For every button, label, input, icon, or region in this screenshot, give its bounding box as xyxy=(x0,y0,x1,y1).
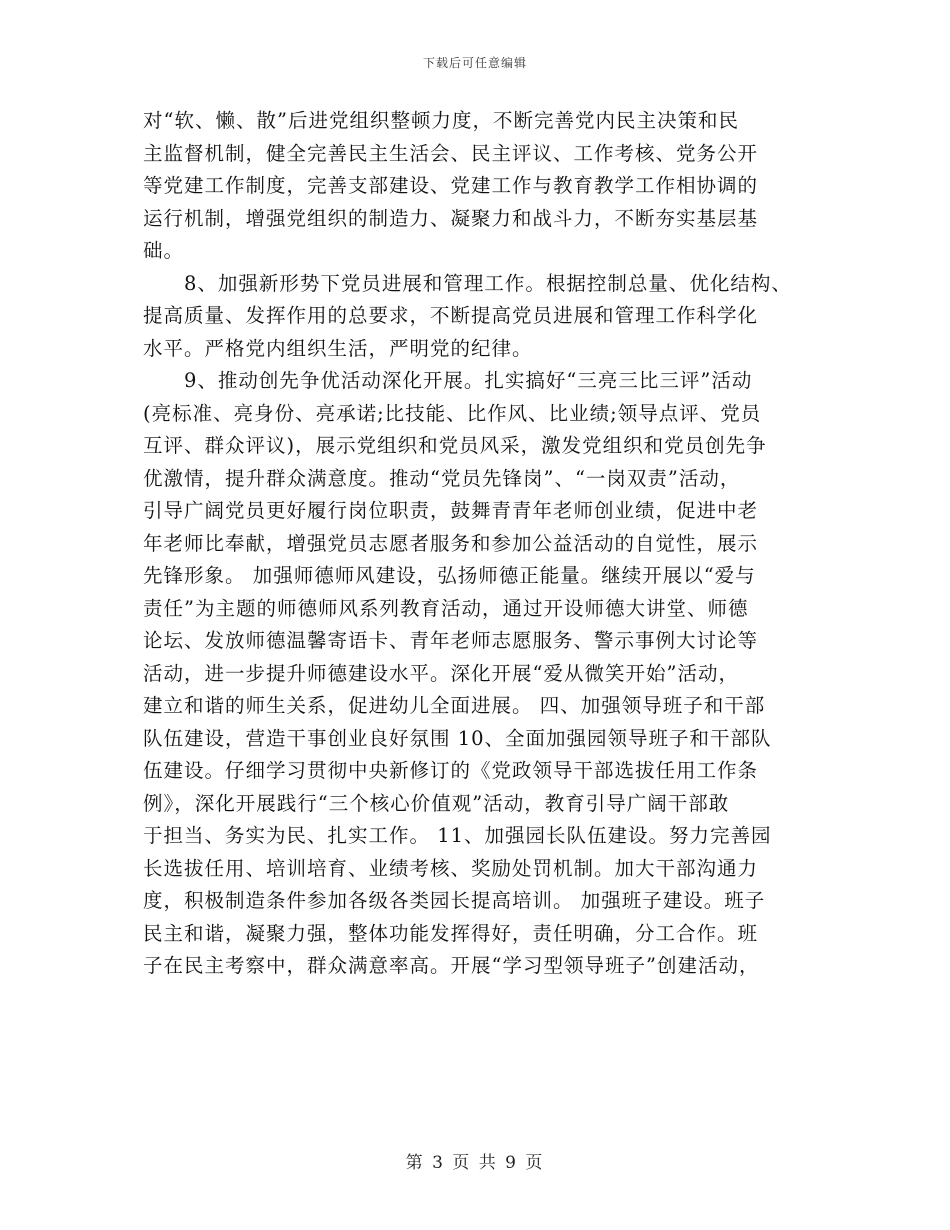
text-line: 优激情，提升群众满意度。推动“党员先锋岗”、“一岗双责”活动， xyxy=(143,466,741,490)
text-line: 责任”为主题的师德师风系列教育活动，通过开设师德大讲堂、师德 xyxy=(143,596,749,620)
page-number-footer: 第 3 页 共 9 页 xyxy=(405,1153,545,1173)
document-body xyxy=(143,105,833,983)
text-line: 活动，进一步提升师德建设水平。深化开展“爱从微笑开始”活动， xyxy=(143,661,739,685)
text-line: 论坛、发放师德温馨寄语卡、青年老师志愿服务、警示事例大讨论等 xyxy=(143,629,759,652)
text-line: 民主和谐，凝聚力强，整体功能发挥得好，责任明确，分工合作。班 xyxy=(143,921,759,945)
text-line: 水平。严格党内组织生活，严明党的纪律。 xyxy=(143,336,533,360)
text-line: 提高质量、发挥作用的总要求，不断提高党员进展和管理工作科学化 xyxy=(143,304,759,327)
text-line: 主监督机制，健全完善民主生活会、民主评议、工作考核、党务公开 xyxy=(143,141,759,165)
text-line: 子在民主考察中，群众满意率高。开展“学习型领导班子”创建活动， xyxy=(143,954,760,977)
text-line: 度，积极制造条件参加各级各类园长提高培训。 加强班子建设。班子 xyxy=(143,889,766,912)
text-line: 先锋形象。 加强师德师风建设，弘扬师德正能量。继续开展以“爱与 xyxy=(143,564,756,587)
text-line: 引导广阔党员更好履行岗位职责，鼓舞青青年老师创业绩，促进中老 xyxy=(143,499,759,522)
text-line: 于担当、务实为民、扎实工作。 11、加强园长队伍建设。努力完善园 xyxy=(143,824,772,847)
text-line: 队伍建设，营造干事创业良好氛围 10、全面加强园领导班子和干部队 xyxy=(143,726,772,750)
text-line: 建立和谐的师生关系，促进幼儿全面进展。 四、加强领导班子和干部 xyxy=(143,694,766,717)
page-header: 下载后可任意编辑 xyxy=(422,56,527,70)
text-line: 对“软、懒、散”后进党组织整顿力度，不断完善党内民主决策和民 xyxy=(143,109,739,132)
text-line: 例》，深化开展践行“三个核心价值观”活动，教育引导广阔干部敢 xyxy=(143,791,730,815)
text-line: 运行机制，增强党组织的制造力、凝聚力和战斗力，不断夯实基层基 xyxy=(143,206,759,230)
text-line: 互评、群众评议)，展示党组织和党员风采，激发党组织和党员创先争 xyxy=(143,434,767,457)
text-line: 长选拔任用、培训培育、业绩考核、奖励处罚机制。加大干部沟通力 xyxy=(143,856,759,880)
text-line: 础。 xyxy=(143,239,185,262)
text-line: 等党建工作制度，完善支部建设、党建工作与教育教学工作相协调的 xyxy=(143,174,759,197)
text-line: (亮标准、亮身份、亮承诺;比技能、比作风、比业绩;领导点评、党员 xyxy=(143,401,762,425)
text-line: 伍建设。仔细学习贯彻中央新修订的《党政领导干部选拔任用工作条 xyxy=(143,759,759,782)
text-line: 年老师比奉献，增强党员志愿者服务和参加公益活动的自觉性，展示 xyxy=(143,531,759,555)
text-line: 8、加强新形势下党员进展和管理工作。根据控制总量、优化结构、 xyxy=(143,271,792,295)
text-line: 9、推动创先争优活动深化开展。扎实搞好“三亮三比三评”活动 xyxy=(143,369,753,392)
